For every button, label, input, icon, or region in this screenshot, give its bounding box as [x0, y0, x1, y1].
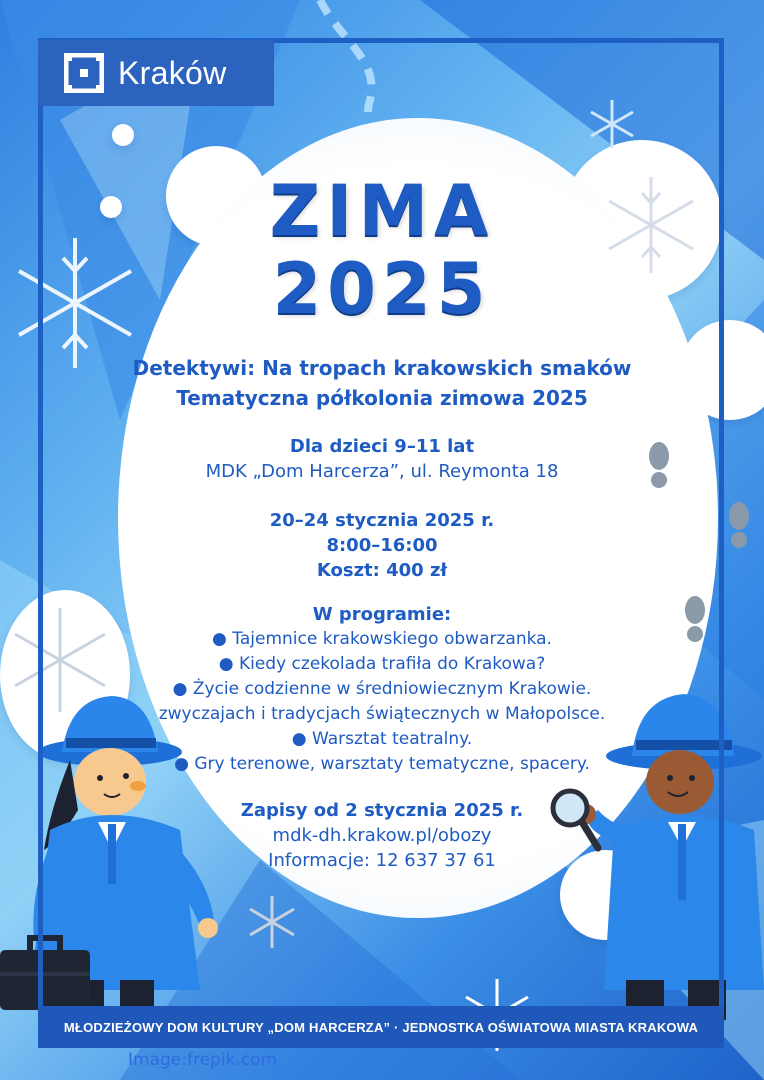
- event-audience: Dla dzieci 9–11 lat: [289, 436, 475, 457]
- program-item: zwyczajach i tradycjach świątecznych w Małopolsce.: [158, 704, 606, 724]
- title-line-2: 2025: [272, 248, 492, 330]
- briefcase-icon: [0, 932, 96, 1012]
- program-heading: W programie:: [312, 604, 452, 625]
- event-dates: 20–24 stycznia 2025 r.: [269, 510, 495, 531]
- event-subtitle: Tematyczna półkolonia zimowa 2025: [176, 386, 588, 410]
- program-item: ● Tajemnice krakowskiego obwarzanka.: [212, 629, 552, 649]
- blob-small-1: [112, 124, 134, 146]
- program-item: ● Gry terenowe, warsztaty tematyczne, spacery.: [174, 754, 590, 774]
- krakow-logo[interactable]: [38, 40, 274, 106]
- brand-name: Kraków: [118, 54, 227, 91]
- title-line-1: ZIMA: [269, 170, 495, 252]
- program-item: ● Warsztat teatralny.: [291, 729, 473, 749]
- registration-phone: Informacje: 12 637 37 61: [268, 850, 496, 871]
- event-cost: Koszt: 400 zł: [316, 560, 448, 581]
- program-item: ● Życie codzienne w średniowiecznym Krakowie.: [172, 679, 592, 699]
- registration-website[interactable]: mdk-dh.krakow.pl/obozy: [272, 825, 492, 846]
- registration-heading: Zapisy od 2 stycznia 2025 r.: [240, 800, 524, 821]
- program-item: ● Kiedy czekolada trafiła do Krakowa?: [218, 654, 546, 674]
- footer-bar: [38, 1006, 724, 1048]
- event-venue: MDK „Dom Harcerza”, ul. Reymonta 18: [205, 461, 559, 482]
- snowflake-icon: [242, 892, 302, 952]
- image-credit: Image:frepik.com: [128, 1050, 278, 1070]
- snowflake-icon: [584, 96, 640, 152]
- footer-text: MŁODZIEŻOWY DOM KULTURY „DOM HARCERZA” · JEDNOSTKA OŚWIATOWA MIASTA KRAKOWA: [63, 1019, 699, 1035]
- event-hours: 8:00–16:00: [326, 535, 438, 556]
- event-name: Detektywi: Na tropach krakowskich smaków: [132, 356, 632, 380]
- krakow-logo-icon: [64, 53, 104, 93]
